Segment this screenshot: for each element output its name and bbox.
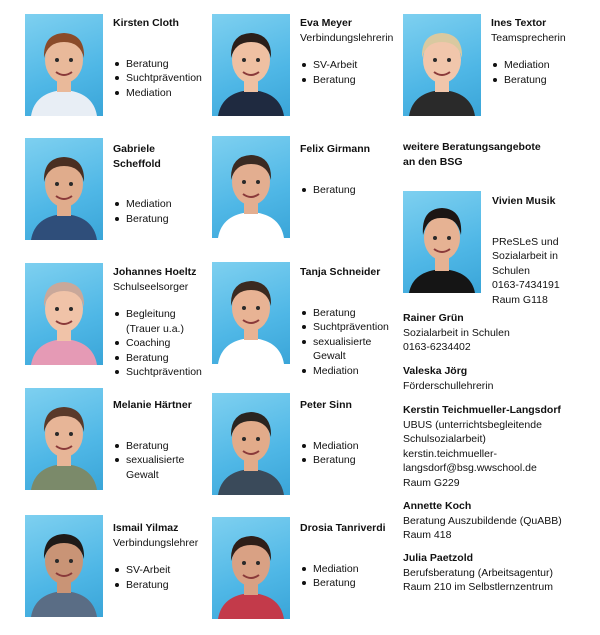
contact-line: Raum 418 (403, 529, 452, 541)
person-photo (25, 515, 103, 617)
topic-list (300, 306, 400, 379)
topic-item: Beratung (113, 578, 205, 593)
topic-item: SV-Arbeit (300, 58, 400, 73)
topic-item: Suchtprävention (300, 320, 400, 335)
topic-item: Beratung (113, 439, 205, 454)
person-role: Verbindungslehrerin (300, 31, 394, 44)
person-info (113, 265, 205, 380)
contact-entry (403, 499, 593, 543)
topic-item: Beratung (491, 73, 591, 88)
contact-name: Julia Paetzold (403, 552, 474, 564)
person-name: Gabriele Scheffold (113, 143, 161, 170)
contact-name: Kerstin Teichmueller-Langsdorf (403, 404, 561, 416)
contact-line: Sozialarbeit in Schulen (403, 326, 510, 339)
person-name: Melanie Härtner (113, 399, 192, 411)
contact-line: Schulsozialarbeit) (403, 433, 486, 445)
vivien-info (492, 194, 592, 307)
vivien-line: Sozialarbeit in (492, 250, 558, 262)
topic-item: Beratung (113, 212, 205, 227)
person-name: Peter Sinn (300, 399, 352, 411)
person-info (300, 142, 400, 197)
person-name: Eva Meyer (300, 17, 352, 29)
topic-item: Begleitung (Trauer u.a.) (113, 307, 205, 336)
person-photo (25, 388, 103, 490)
contact-entry (403, 311, 593, 355)
person-name: Felix Girmann (300, 143, 371, 155)
contact-name: Rainer Grün (403, 312, 464, 324)
topic-item: Beratung (113, 351, 205, 366)
person-info (300, 265, 400, 378)
person-info (300, 521, 400, 591)
topic-item: Mediation (113, 86, 205, 101)
person-info (300, 16, 400, 87)
topic-item: Mediation (113, 197, 205, 212)
further-heading (403, 140, 541, 169)
vivien-line: 0163-7434191 (492, 279, 560, 291)
topic-list (113, 563, 205, 592)
person-name: Drosia Tanriverdi (300, 522, 386, 534)
topic-list (113, 57, 205, 101)
person-photo (25, 138, 103, 240)
topic-item: Beratung (300, 183, 400, 198)
person-photo (212, 393, 290, 495)
person-role: Verbindungslehrer (113, 536, 199, 549)
topic-item: Beratung (300, 453, 400, 468)
vivien-line: Schulen (492, 264, 530, 277)
topic-item: Beratung (300, 306, 400, 321)
contact-entry (403, 551, 593, 595)
topic-item: Mediation (300, 364, 400, 379)
person-name: Ines Textor (491, 17, 547, 29)
contact-line: kerstin.teichmueller- (403, 447, 497, 460)
person-name: Johannes Hoeltz (113, 266, 197, 278)
person-photo (25, 263, 103, 365)
topic-item: Suchtprävention (113, 365, 205, 380)
topic-list (491, 58, 591, 87)
person-info (113, 142, 205, 226)
topic-item: Mediation (300, 439, 400, 454)
vivien-line: PReSLeS und (492, 235, 559, 248)
further-heading-line: weitere Beratungsangebote (403, 141, 541, 153)
contact-line: langsdorf@bsg.wwschool.de (403, 462, 537, 474)
contact-entry (403, 364, 593, 393)
topic-item: sexualisierte Gewalt (300, 335, 400, 364)
person-photo (25, 14, 103, 116)
contact-entry (403, 403, 593, 490)
contact-name: Annette Koch (403, 500, 472, 512)
contact-line: Berufsberatung (Arbeitsagentur) (403, 566, 553, 579)
topic-item: Beratung (113, 57, 205, 72)
contact-line: Raum G229 (403, 476, 460, 489)
contact-line: 0163-6234402 (403, 341, 471, 353)
person-info (113, 398, 205, 482)
person-role: Schulseelsorger (113, 280, 189, 293)
topic-item: Coaching (113, 336, 205, 351)
contact-line: UBUS (unterrichtsbegleitende (403, 418, 542, 431)
person-photo (212, 262, 290, 364)
person-info (300, 398, 400, 468)
topic-item: Beratung (300, 576, 400, 591)
topic-list (300, 439, 400, 468)
contact-line: Förderschullehrerin (403, 379, 494, 392)
topic-item: Mediation (491, 58, 591, 73)
vivien-line: Raum G118 (492, 293, 548, 306)
person-role: Teamsprecherin (491, 31, 566, 44)
topic-item: Suchtprävention (113, 71, 205, 86)
person-name: Vivien Musik (492, 195, 556, 207)
contact-name: Valeska Jörg (403, 365, 468, 377)
vivien-photo (403, 191, 481, 293)
further-heading-line: an den BSG (403, 155, 463, 168)
topic-item: Mediation (300, 562, 400, 577)
topic-list (300, 183, 400, 198)
person-photo (212, 517, 290, 619)
topic-list (113, 197, 205, 226)
topic-list (300, 58, 400, 87)
contact-line: Beratung Auszubildende (QuABB) (403, 514, 562, 527)
topic-list (113, 439, 205, 483)
person-photo (403, 14, 481, 116)
person-info (113, 16, 205, 100)
topic-item: SV-Arbeit (113, 563, 205, 578)
contact-line: Raum 210 im Selbstlernzentrum (403, 581, 553, 593)
person-name: Ismail Yilmaz (113, 522, 179, 534)
person-photo (212, 14, 290, 116)
person-photo (212, 136, 290, 238)
person-info (491, 16, 591, 87)
topic-list (300, 562, 400, 591)
person-info (113, 521, 205, 592)
topic-list (113, 307, 205, 380)
person-name: Tanja Schneider (300, 266, 381, 278)
person-name: Kirsten Cloth (113, 17, 179, 29)
topic-item: Beratung (300, 73, 400, 88)
topic-item: sexualisierte Gewalt (113, 453, 205, 482)
